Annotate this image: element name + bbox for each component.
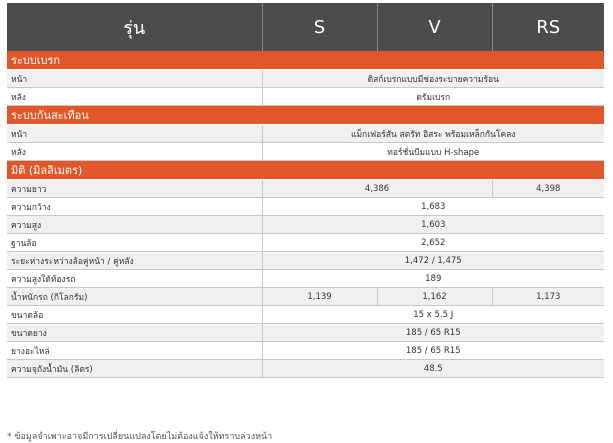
footer-note <box>7 424 604 442</box>
row-value: 48.5 <box>262 360 604 378</box>
table-row <box>7 252 604 270</box>
table-row <box>7 125 604 143</box>
row-value: 185 / 65 R15 <box>262 324 604 342</box>
table-row <box>7 288 604 306</box>
table-row <box>7 306 604 324</box>
row-label: น้ำหนักรถ (กิโลกรัม) <box>7 288 262 306</box>
table-row <box>7 270 604 288</box>
row-value: ทอร์ชั่นบีมแบบ H-shape <box>262 143 604 161</box>
section-header-dimensions <box>7 161 604 180</box>
table-row <box>7 198 604 216</box>
row-value: ดิสก์เบรกแบบมีช่องระบายความร้อน <box>262 70 604 88</box>
variant-rs-header: RS <box>492 3 604 51</box>
row-value: 185 / 65 R15 <box>262 342 604 360</box>
row-label: ความยาว <box>7 180 262 198</box>
row-value-v: 1,162 <box>377 288 492 306</box>
variant-v-header: V <box>377 3 492 51</box>
row-label: หน้า <box>7 125 262 143</box>
footer-note-text: * ข้อมูลจำเพาะอาจมีการเปลี่ยนแปลงโดยไม่ต้องแจ้งให้ทราบล่วงหน้า <box>7 432 273 442</box>
row-label: ความจุถังน้ำมัน (ลิตร) <box>7 360 262 378</box>
row-value: 1,683 <box>262 198 604 216</box>
section-title: ระบบเบรก <box>7 51 604 70</box>
header-row <box>7 3 604 51</box>
table-row <box>7 342 604 360</box>
table-row <box>7 216 604 234</box>
table-row <box>7 143 604 161</box>
row-label: หน้า <box>7 70 262 88</box>
row-label: ขนาดล้อ <box>7 306 262 324</box>
row-value: 189 <box>262 270 604 288</box>
spec-sheet <box>7 3 604 378</box>
section-title: มิติ (มิลลิเมตร) <box>7 161 604 180</box>
row-value: 1,603 <box>262 216 604 234</box>
row-label: ขนาดยาง <box>7 324 262 342</box>
variant-s-header: S <box>262 3 377 51</box>
row-label: หลัง <box>7 143 262 161</box>
row-label: หลัง <box>7 88 262 106</box>
spec-table <box>7 3 604 378</box>
row-label: ความสูงใต้ท้องรถ <box>7 270 262 288</box>
row-value: 2,652 <box>262 234 604 252</box>
row-value-s-v: 4,386 <box>262 180 492 198</box>
table-row <box>7 360 604 378</box>
model-header: รุ่น <box>7 3 262 51</box>
table-row <box>7 234 604 252</box>
row-value: แม็กเฟอร์สัน สตรัท อิสระ พร้อมเหล็กกันโคลง <box>262 125 604 143</box>
row-label: ความสูง <box>7 216 262 234</box>
section-header-brakes <box>7 51 604 70</box>
row-label: ฐานล้อ <box>7 234 262 252</box>
table-row <box>7 324 604 342</box>
table-row <box>7 180 604 198</box>
section-title: ระบบกันสะเทือน <box>7 106 604 125</box>
row-label: ยางอะไหล่ <box>7 342 262 360</box>
row-label: ระยะห่างระหว่างล้อคู่หน้า / คู่หลัง <box>7 252 262 270</box>
row-value-rs: 1,173 <box>492 288 604 306</box>
table-row <box>7 88 604 106</box>
row-value-rs: 4,398 <box>492 180 604 198</box>
row-value: 1,472 / 1,475 <box>262 252 604 270</box>
section-header-suspension <box>7 106 604 125</box>
row-label: ความกว้าง <box>7 198 262 216</box>
row-value: 15 x 5.5 J <box>262 306 604 324</box>
table-row <box>7 70 604 88</box>
row-value: ดรัมเบรก <box>262 88 604 106</box>
row-value-s: 1,139 <box>262 288 377 306</box>
